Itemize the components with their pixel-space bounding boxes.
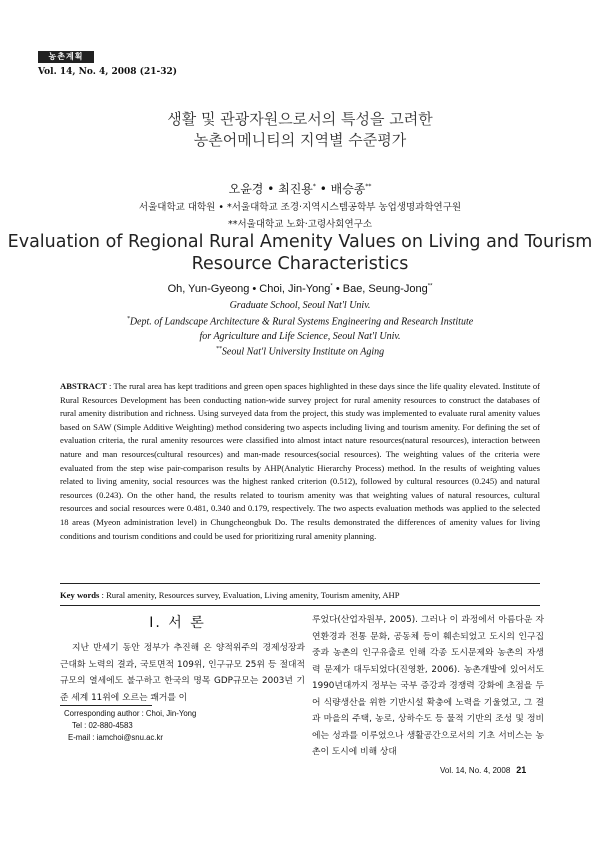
affiliation-text: Dept. of Landscape Architecture & Rural Systems Engineering and Research Institute	[129, 316, 474, 328]
title-korean-line-2: 농촌어메니티의 지역별 수준평가	[193, 131, 407, 149]
page-footer	[440, 765, 526, 775]
author-separator: •	[315, 182, 331, 196]
affiliation-english-line-3: for Agriculture and Life Science, Seoul Nat'l Univ.	[199, 331, 401, 342]
affiliation-english-line-2	[0, 316, 600, 327]
page-number: 21	[516, 765, 527, 775]
keywords-bottom-rule	[60, 605, 540, 606]
section-heading-introduction: I. 서 론	[149, 615, 206, 631]
author-separator: •	[249, 283, 260, 295]
affiliation-mark: *	[330, 283, 333, 290]
abstract-text: : The rural area has kept traditions and green open spaces highlighted in these days since the life quality elevated. Institute of Rural Resources Development has been conducting nation-wide survey project for rural amenity resources to construct the databases of rural amenity distribution and richness. Using surveyed data from the project, this study was implemented to evaluate rural amenity values based on SAW (Simple Additive Weighting) method considering two aspects including living and tourism amenity. For defining the set of evaluation criteria, the rural amenity resources were classified into almost intact nature resources(natural resources), interaction between nature and man resources(cultural resources) and man-made resources(social resources). The weighting values of the criteria were evaluated from the step wise pair-comparison results by AHP(Analytic Hierarchy Process) method. In the results of weighting values related to living amenity, social resources was the highest ranked criterion (0.512), followed by cultural resources (0.245) and natural resources (0.243). On the other hand, the results related to tourism amenity was that weighting values of natural resources, cultural resources and social resources were 0.481, 0.340 and 0.179, respectively. The two aspects evaluation methods was applied to the selected 18 areas (Myeon administration level) in Chungcheongbuk Do. The results demonstrated the differences of amenity values for living conditions and tourism conditions and could be used for prioritizing rural amenity planning.	[60, 381, 540, 541]
abstract	[60, 380, 540, 543]
abstract-bottom-rule	[60, 583, 540, 584]
body-left-column: 지난 반세기 동안 정부가 추진해 온 양적위주의 경제성장과 근대화 노력의 결과, 국토면적 109위, 인구규모 25위 등 절대적 규모의 열세에도 불구하고 한국의 명목 GDP규모는 2003년 기준 세계 11위에 오르는 쾌거를 이	[60, 643, 305, 703]
footnote-rule	[60, 705, 152, 706]
author-name: 배승종	[330, 182, 366, 196]
volume-line: Vol. 14, No. 4, 2008 (21-32)	[38, 67, 177, 77]
title-english-line-1: Evaluation of Regional Rural Amenity Values on Living and Tourism	[7, 232, 593, 252]
corresponding-tel: Tel : 02-880-4583	[72, 721, 133, 730]
footer-volume: Vol. 14, No. 4, 2008	[440, 766, 511, 775]
author-separator: •	[263, 182, 279, 196]
keywords-label: Key words	[60, 590, 100, 600]
affiliation-mark: **	[365, 183, 372, 190]
corresponding-email: E-mail : iamchoi@snu.ac.kr	[68, 733, 164, 742]
author-name: Oh, Yun-Gyeong	[167, 283, 250, 295]
authors-korean	[0, 180, 600, 197]
journal-logo-badge: 농촌계획	[38, 51, 94, 63]
affiliation-korean-line-2: **서울대학교 노화·고령사회연구소	[227, 219, 373, 230]
body-right-column: 루었다(산업자원부, 2005). 그러나 이 과정에서 아름다운 자연환경과 전통 문화, 공동체 등이 훼손되었고 도시의 인구집중과 농촌의 인구유출로 인해 각종 도시문제와 농촌의 자생력 문제가 대두되었다(진영환, 2006). 농촌개발에 있어서도 1990년대까지 정부는 국부 증강과 경쟁력 강화에 초점을 두어 식량생산을 위한 기반시설 확충에 노력을 기울였고, 그 결과 마을의 주택, 농로, 상하수도 등 물적 기반의 조성 및 정비에는 성과를 이루었으나 생활공간으로서의 기초 서비스는 농촌이 도시에 비해 상대	[312, 615, 544, 757]
affiliation-english-line-1: Graduate School, Seoul Nat'l Univ.	[229, 300, 371, 311]
authors-english	[0, 283, 600, 295]
title-english-line-2: Resource Characteristics	[191, 254, 409, 274]
author-separator: •	[332, 283, 343, 295]
author-name: 오윤경	[228, 182, 264, 196]
author-name: 최진용	[278, 182, 313, 196]
affiliation-mark: *	[312, 183, 316, 190]
affiliation-text: Seoul Nat'l University Institute on Aging	[221, 346, 385, 358]
keywords	[60, 590, 540, 600]
abstract-label: ABSTRACT	[60, 381, 107, 391]
title-korean-line-1: 생활 및 관광자원으로서의 특성을 고려한	[167, 110, 433, 128]
author-name: Bae, Seung-Jong	[342, 283, 428, 295]
author-name: Choi, Jin-Yong	[259, 283, 331, 295]
affiliation-mark: *	[126, 316, 130, 322]
affiliation-mark: **	[427, 283, 433, 290]
affiliation-mark: **	[215, 346, 222, 352]
corresponding-author: Corresponding author : Choi, Jin-Yong	[64, 709, 197, 718]
affiliation-english-line-4	[0, 346, 600, 357]
keywords-text: : Rural amenity, Resources survey, Evaluation, Living amenity, Tourism amenity, AHP	[99, 590, 400, 600]
affiliation-korean-line-1: 서울대학교 대학원 • *서울대학교 조경·지역시스템공학부 농업생명과학연구원	[138, 202, 462, 213]
